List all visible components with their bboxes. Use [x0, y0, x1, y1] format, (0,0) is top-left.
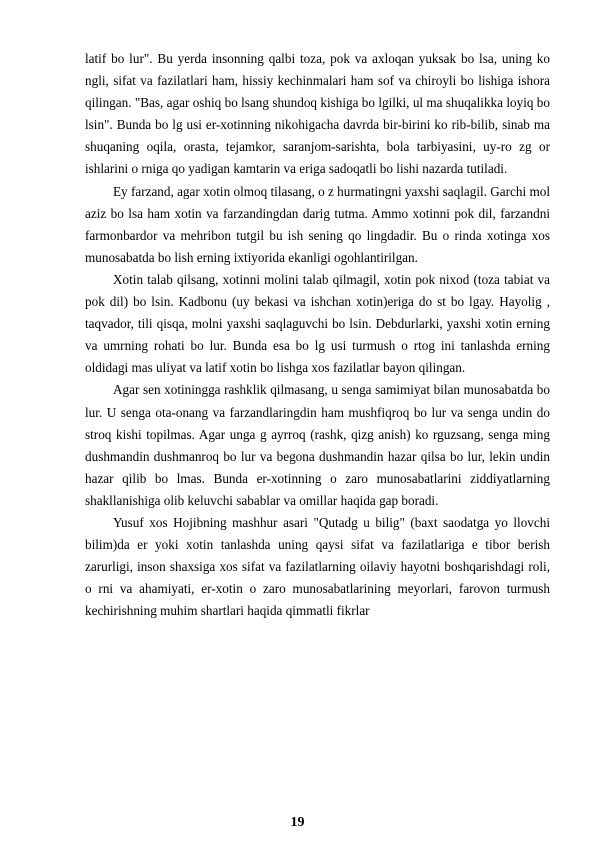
paragraph-3: Xotin talab qilsang, xotinni molini talab qilmagil, xotin pok nixod (toza tabiat va pok dil) bo lsin. Kadbonu (uy bekasi va ishchan xotin)eriga do st bo lgay. Hayolig , taqvador, tili qisqa, molni yaxshi saqlaguvchi bo lsin. Debdurlarki, yaxshi xotin erning va umrning rohati bo lur. Bunda esa bo lg usi turmush o rtog ini tanlashda erning oldidagi mas uliyat va latif xotin bo lishga xos fazilatlar bayon qilingan.	[85, 271, 550, 376]
paragraph-5: Yusuf xos Hojibning mashhur asari "Qutadg u bilig" (baxt saodatga yo llovchi bilim)da er yoki xotin tanlashda uning qaysi sifat va fazilatlariga e tibor berish zarurligi, inson shaxsiga xos sifat va fazilatlarning oilaviy hayotni boshqarishdagi roli, o rni va ahamiyati, er-xotin o zaro munosabatlarining meyorlari, farovon turmush kechirishning muhim shartlari haqida qimmatli fikrlar	[85, 514, 550, 619]
paragraph-1: latif bo lur". Bu yerda insonning qalbi toza, pok va axloqan yuksak bo lsa, uning ko ngli, sifat va fazilatlari ham, hissiy kechinmalari ham sof va chiroyli bo lishiga ishora qilingan. "Bas, agar oshiq bo lsang shundoq kishiga bo lgilki, ul ma shuqalikka loyiq bo lsin". Bunda bo lg usi er-xotinning nikohigacha davrda bir-birini ko rib-bilib, sinab ma shuqaning oqila, orasta, tejamkor, saranjom-sarishta, bola tarbiyasini, uy-ro zg or ishlarini o rniga qo yadigan kamtarin va eriga sadoqatli bo lishi nazarda tutiladi.	[85, 51, 550, 177]
paragraph-4: Agar sen xotiningga rashklik qilmasang, u senga samimiyat bilan munosabatda bo lur. U senga ota-onang va farzandlaringdin ham mushfiqroq bo lur va senga undin do stroq kishi topilmas. Agar unga g ayrroq (rashk, qizg anish) ko rguzsang, senga ming dushmandin dushmanroq bo lur va begona dushmandin hazar qilsa bo lur, lekin undin hazar qilib bo lmas. Bunda er-xotinning o zaro munosabatlarini ziddiyatlarning shakllanishiga olib keluvchi sabablar va omillar haqida gap boradi.	[85, 382, 550, 508]
body-text	[85, 48, 550, 622]
page-number: 19	[290, 815, 305, 830]
paragraph-2: Ey farzand, agar xotin olmoq tilasang, o z hurmatingni yaxshi saqlagil. Garchi mol aziz bo lsa ham xotin va farzandingdan darig tutma. Ammo xotinni pok dil, farzandni farmonbardor va mehribon tutgil bu ish sening qo lingdadir. Bu o rinda xotinga xos munosabatda bo lish erning ixtiyorida ekanligi ogohlantirilgan.	[85, 183, 550, 265]
